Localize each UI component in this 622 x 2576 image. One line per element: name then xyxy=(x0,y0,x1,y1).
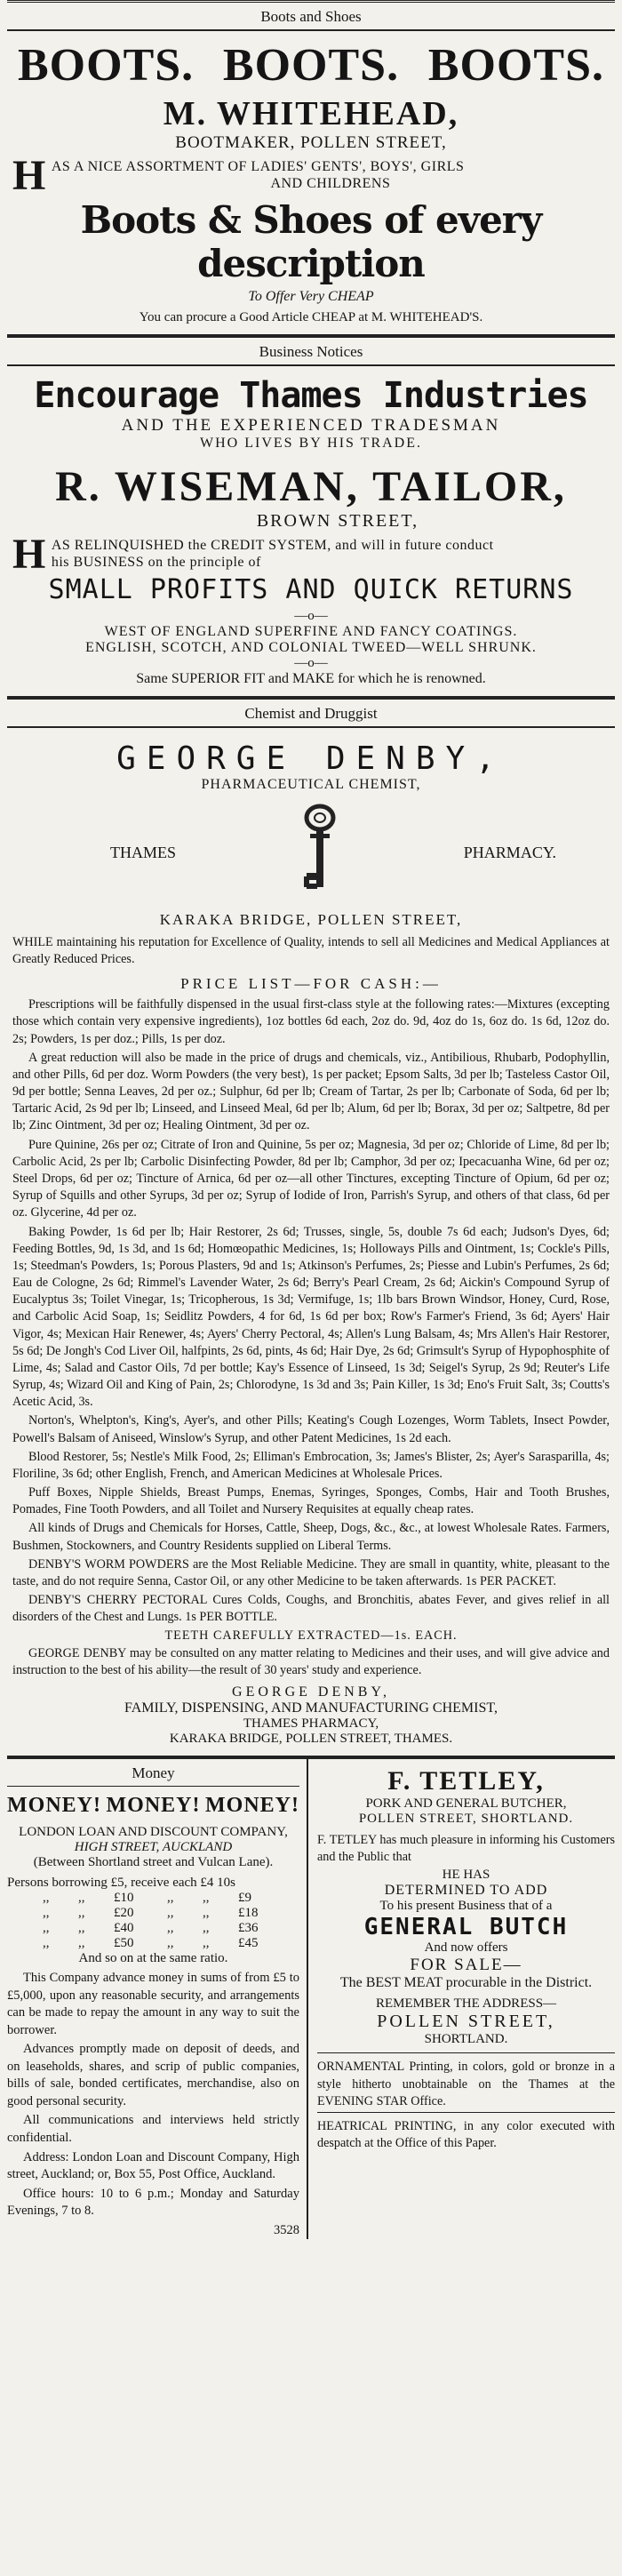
to-his: To his present Business that of a xyxy=(379,1899,553,1914)
boots-banner xyxy=(12,36,610,91)
tetley-name: F. TETLEY, xyxy=(387,1765,545,1796)
price-paragraph: A great reduction will also be made in the price of drugs and chemicals, viz., Antibilious, Rhubarb, Podophyllin, and other Pills, 6d per doz. Worm Powders (the very best), 1s per packet; Epsom Salts, 3d per lb; Tasteless Castor Oil, 9d per bottle; Senna Leaves, 2d per oz.; Sulphur, 6d per lb; Cream of Tartar, 2s per lb; Carbonate of Soda, 6d per lb; Tartaric Acid, 2s 9d per lb; Linseed, and Linseed Meal, 6d per lb; Alum, 6d per lb; Borax, 3d per oz; Saltpetre, 8d per lb; Zinc Ointment, 3d per oz; Healing Ointment, 3d per oz. xyxy=(12,1050,610,1133)
boots-word: BOOTS. xyxy=(427,40,604,91)
thames-label: THAMES xyxy=(110,843,177,861)
denby-signature-name: GEORGE DENBY, xyxy=(232,1684,390,1700)
boots-word: BOOTS. xyxy=(222,40,400,91)
wiseman-street: BROWN STREET, xyxy=(256,510,419,531)
karaka-bridge: KARAKA BRIDGE, POLLEN STREET, xyxy=(159,910,463,928)
west-line: WEST OF ENGLAND SUPERFINE AND FANCY COATINGS. xyxy=(104,623,518,639)
same-fit-line: Same SUPERIOR FIT and MAKE for which he is renowned. xyxy=(136,670,486,686)
money-word: MONEY! xyxy=(205,1793,299,1817)
determined: DETERMINED TO ADD xyxy=(384,1883,548,1899)
money-word: MONEY! xyxy=(106,1793,201,1817)
tetley-column xyxy=(308,1759,615,2239)
money-body xyxy=(7,1970,299,2239)
money-paragraph: Address: London Loan and Discount Company, High street, Auckland; or, Box 55, Post Office, Auckland. xyxy=(7,2149,299,2182)
price-paragraph: All kinds of Drugs and Chemicals for Horses, Cattle, Sheep, Dogs, &c., &c., at lowest Wholesale Rates. Farmers, Bushmen, Stockowners, and Country Residents supplied on Liberal Terms. xyxy=(12,1521,610,1553)
for-sale: FOR SALE— xyxy=(410,1956,522,1975)
loan-company: LONDON LOAN AND DISCOUNT COMPANY, xyxy=(19,1824,288,1839)
boots-offer: To Offer Very CHEAP xyxy=(248,288,374,304)
key-icon xyxy=(289,802,351,904)
tetley-street: POLLEN STREET, SHORTLAND. xyxy=(358,1811,574,1826)
general-butcher: GENERAL BUTCH xyxy=(363,1914,569,1941)
loan-between: (Between Shortland street and Vulcan Lane). xyxy=(33,1854,274,1869)
price-paragraph: DENBY'S WORM POWDERS are the Most Reliable Medicine. They are small in quantity, white, pleasant to the taste, and do not require Senna, Castor Oil, or any other Medicine to be taken afterwards. 1s PER PACKET. xyxy=(12,1556,610,1588)
price-paragraph: Puff Boxes, Nipple Shields, Breast Pumps, Enemas, Syringes, Sponges, Combs, Hair and Tooth Brushes, Pomades, Fine Tooth Powders, and all Toilet and Nursery Requisites at equally cheap rates. xyxy=(12,1485,610,1517)
boots-word: BOOTS. xyxy=(18,40,195,91)
price-paragraph: Blood Restorer, 5s; Nestle's Milk Food, 2s; Elliman's Embrocation, 3s; James's Blister, 2s; Ayer's Sarasparilla, 4s; Floriline, 3s 6d; other English, French, and American Medicines at Wholesale Prices. xyxy=(12,1449,610,1481)
encourage-headline: Encourage Thames Industries xyxy=(34,374,588,416)
credit-line: AS RELINQUISHED the CREDIT SYSTEM, and will in future conduct xyxy=(51,537,494,553)
denby-signature-line: FAMILY, DISPENSING, AND MANUFACTURING CHEMIST, xyxy=(124,1700,498,1716)
intro-paragraph: WHILE maintaining his reputation for Excellence of Quality, intends to sell all Medicines and Medical Appliances at Greatly Reduced Prices. xyxy=(12,934,610,967)
tetley-paragraph: F. TETLEY has much pleasure in informing his Customers and the Public that xyxy=(317,1832,615,1865)
wiseman-name: R. WISEMAN, TAILOR, xyxy=(55,462,567,510)
tetley-trade: PORK AND GENERAL BUTCHER, xyxy=(365,1796,567,1811)
money-column xyxy=(7,1759,308,2239)
denby-intro xyxy=(12,934,610,968)
section-header-boots: Boots and Shoes xyxy=(260,8,362,25)
remember: REMEMBER THE ADDRESS— xyxy=(375,1996,557,2012)
assortment-line: AND CHILDRENS xyxy=(270,176,391,192)
section-header-business: Business Notices xyxy=(259,342,363,360)
bottom-columns xyxy=(7,1759,615,2239)
whitehead-subtitle: BOOTMAKER, POLLEN STREET, xyxy=(175,133,447,153)
rule xyxy=(7,1786,299,1787)
teeth-line: TEETH CAREFULLY EXTRACTED—1s. EACH. xyxy=(164,1628,458,1644)
whitehead-assortment xyxy=(12,152,610,200)
denby-ad xyxy=(7,728,615,1756)
price-paragraph: Prescriptions will be faithfully dispensed in the usual first-class style at the following rates:—Mixtures (excepting those which contain very expensive ingredients), 1oz bottles 6d each, 2oz do. 9d, 4oz do 1s, 6oz do. 1s 6d, 12oz do. 2s; Powders, 1s per doz.; Pills, 1s per doz. xyxy=(12,997,610,1046)
english-line: ENGLISH, SCOTCH, AND COLONIAL TWEED—WELL SHRUNK. xyxy=(85,639,537,655)
assortment-line: AS A NICE ASSORTMENT OF LADIES' GENTS', BOYS', GIRLS xyxy=(51,159,465,175)
price-list-heading: PRICE LIST—FOR CASH:— xyxy=(180,975,442,993)
rates-intro: Persons borrowing £5, receive each £4 10s xyxy=(7,1875,236,1890)
ornamental-paragraph: ORNAMENTAL Printing, in colors, gold or bronze in a style hitherto unobtainable on the Thames at the EVENING STAR Office. xyxy=(317,2060,615,2108)
pharmacy-label: PHARMACY. xyxy=(463,843,556,861)
rule xyxy=(317,2112,615,2113)
price-paragraph: DENBY'S CHERRY PECTORAL Cures Colds, Coughs, and Bronchitis, abates Fever, and gives relief in all disorders of the Chest and Lungs. 1s PER BOTTLE. xyxy=(12,1593,610,1625)
loan-street: HIGH STREET, AUCKLAND xyxy=(74,1839,233,1854)
best-meat: The BEST MEAT procurable in the District. xyxy=(339,1975,593,1991)
divider-o: —o— xyxy=(294,655,328,670)
rate-row: ,, ,, £40 ,, ,, £36 xyxy=(43,1920,259,1935)
consult-paragraph: GEORGE DENBY may be consulted on any matter relating to Medicines and their uses, and will give advice and instruction to the best of his ability—the result of 30 years' study and experience. xyxy=(12,1645,610,1677)
money-paragraph: This Company advance money in sums of from £5 to £5,000, upon any reasonable security, and arrangements can be made to repay the amount in any way to suit the borrower. xyxy=(7,1970,299,2037)
denby-signature-line: KARAKA BRIDGE, POLLEN STREET, THAMES. xyxy=(169,1731,453,1746)
boots-procure: You can procure a Good Article CHEAP at M. WHITEHEAD'S. xyxy=(139,309,483,324)
price-list-body xyxy=(12,996,610,1679)
money-paragraph: Office hours: 10 to 6 p.m.; Monday and Saturday Evenings, 7 to 8. xyxy=(7,2186,299,2219)
denby-signature-line: THAMES PHARMACY, xyxy=(243,1716,379,1731)
rate-row: ,, ,, £50 ,, ,, £45 xyxy=(43,1935,259,1950)
ad-code: 3528 xyxy=(274,2222,299,2237)
wiseman-credit xyxy=(12,530,610,578)
wiseman-ad xyxy=(7,366,615,696)
pharmacy-row xyxy=(12,793,610,904)
same-ratio: And so on at the same ratio. xyxy=(78,1950,228,1965)
tetley-address: POLLEN STREET, xyxy=(377,2012,555,2032)
rule xyxy=(317,2052,615,2053)
small-profits: SMALL PROFITS AND QUICK RETURNS xyxy=(48,573,574,605)
rates-table xyxy=(7,1891,299,1951)
divider-o: —o— xyxy=(294,608,328,623)
money-paragraph: Advances promptly made on deposit of deeds, and on leaseholds, shares, and scrip of public companies, bills of sale, bonded certificates, merchandise, also on good personal security. xyxy=(7,2042,299,2108)
rate-row: ,, ,, £20 ,, ,, £18 xyxy=(43,1905,259,1920)
experienced-line: AND THE EXPERIENCED TRADESMAN xyxy=(121,415,501,435)
he-has: HE HAS xyxy=(442,1868,490,1883)
price-paragraph: Norton's, Whelpton's, King's, Ayer's, and other Pills; Keating's Cough Lozenges, Worm Tablets, Insect Powder, Powell's Balsam of Aniseed, Winslow's Syrup, and other Patent Medicines, 1s 2d each. xyxy=(12,1413,610,1445)
section-header-money: Money xyxy=(132,1764,175,1781)
now-offers: And now offers xyxy=(424,1940,508,1956)
tetley-body xyxy=(317,1832,615,1866)
whitehead-ad xyxy=(7,31,615,334)
price-paragraph: Pure Quinine, 26s per oz; Citrate of Iron and Quinine, 5s per oz; Magnesia, 3d per oz; Chloride of Lime, 8d per lb; Carbolic Acid, 2s per lb; Carbolic Disinfecting Powder, 8d per lb; Camphor, 3d per oz; Ipecacuanha Wine, 6d per oz; Steel Drops, 6d per oz; Tincture of Arnica, 6d per oz—all other Tinctures, excepting Tincture of Opium, 6d per oz; Syrup of Squills and other Syrups, 3d per oz; Syrup of Iodide of Iron, Parrish's Syrup, and others of that class, 6d per oz. Glycerine, 4d per oz. xyxy=(12,1137,610,1220)
section-header-chemist: Chemist and Druggist xyxy=(244,704,378,722)
tetley-shortland: SHORTLAND. xyxy=(424,2032,508,2047)
denby-name: GEORGE DENBY, xyxy=(116,740,506,777)
heatrical-paragraph: HEATRICAL PRINTING, in any color executed with despatch at the Office of this Paper. xyxy=(317,2118,615,2151)
price-paragraph: Baking Powder, 1s 6d per lb; Hair Restorer, 2s 6d; Trusses, single, 5s, double 7s 6d each; Judson's Dyes, 6d; Feeding Bottles, 9d, 1s 3d, and 1s 6d; Homœopathic Medicines, 1s; Holloways Pills and Ointment, 1s; Cockle's Pills, 1s; Steedman's Powders, 1s; Porous Plasters, 9d and 1s; Atkinson's Perfumes, 2s; Piesse and Lubin's Perfumes, 2s 6d; Eau de Cologne, 2s 6d; Rimmel's Lavender Water, 2s 6d; Berry's Pearl Cream, 2s 6d; Aickin's Compound Syrup of Eucalyptus 3s; Toilet Vinegar, 1s; Tricopherous, 1s 3d; Vermifuge, 1s; 1lb bars Brown Windsor, Honey, Curd, Rose, and Carbolic Acid Soap, 1s; Seidlitz Powders, 4 for 6d, 1s 6d per box; Row's Farmer's Friend, 3s 6d; Ayers' Hair Vigor, 4s; Mexican Hair Renewer, 4s; Ayers' Cherry Pectoral, 4s; Allen's Lung Balsam, 4s; Mrs Allen's Hair Restorer, 5s 6d; De Jongh's Cod Liver Oil, halfpints, 2s 6d, pints, 4s 6d; Hair Dye, 2s 6d; Grimsult's Syrup of Hypophosphite of Lime, 4s; Salad and Castor Oils, 7d per bottle; Kay's Essence of Linseed, 1s 3d; Seigel's Syrup, 2s 9d; Reuter's Life Syrup, 4s; Wizard Oil and King of Pain, 2s; Chlorodyne, 1s 3d and 3s; Pain Killer, 1s 3d; Eno's Fruit Salt, 3s; Coutts's Acetic Acid, 3s. xyxy=(12,1224,610,1410)
dropcap: H xyxy=(12,152,46,200)
money-banner xyxy=(7,1794,299,1818)
heatrical-ad xyxy=(317,2118,615,2152)
money-paragraph: All communications and interviews held strictly confidential. xyxy=(7,2113,299,2146)
credit-line: his BUSINESS on the principle of xyxy=(51,554,261,570)
rate-row: ,, ,, £10 ,, ,, £9 xyxy=(43,1890,251,1905)
money-word: MONEY! xyxy=(7,1793,101,1817)
whitehead-name: M. WHITEHEAD, xyxy=(163,95,459,133)
ornamental-ad xyxy=(317,2059,615,2110)
boots-description: Boots & Shoes of every description xyxy=(80,197,542,285)
denby-title: PHARMACEUTICAL CHEMIST, xyxy=(201,776,421,792)
lives-line: WHO LIVES BY HIS TRADE. xyxy=(200,435,422,451)
dropcap: H xyxy=(12,530,46,578)
